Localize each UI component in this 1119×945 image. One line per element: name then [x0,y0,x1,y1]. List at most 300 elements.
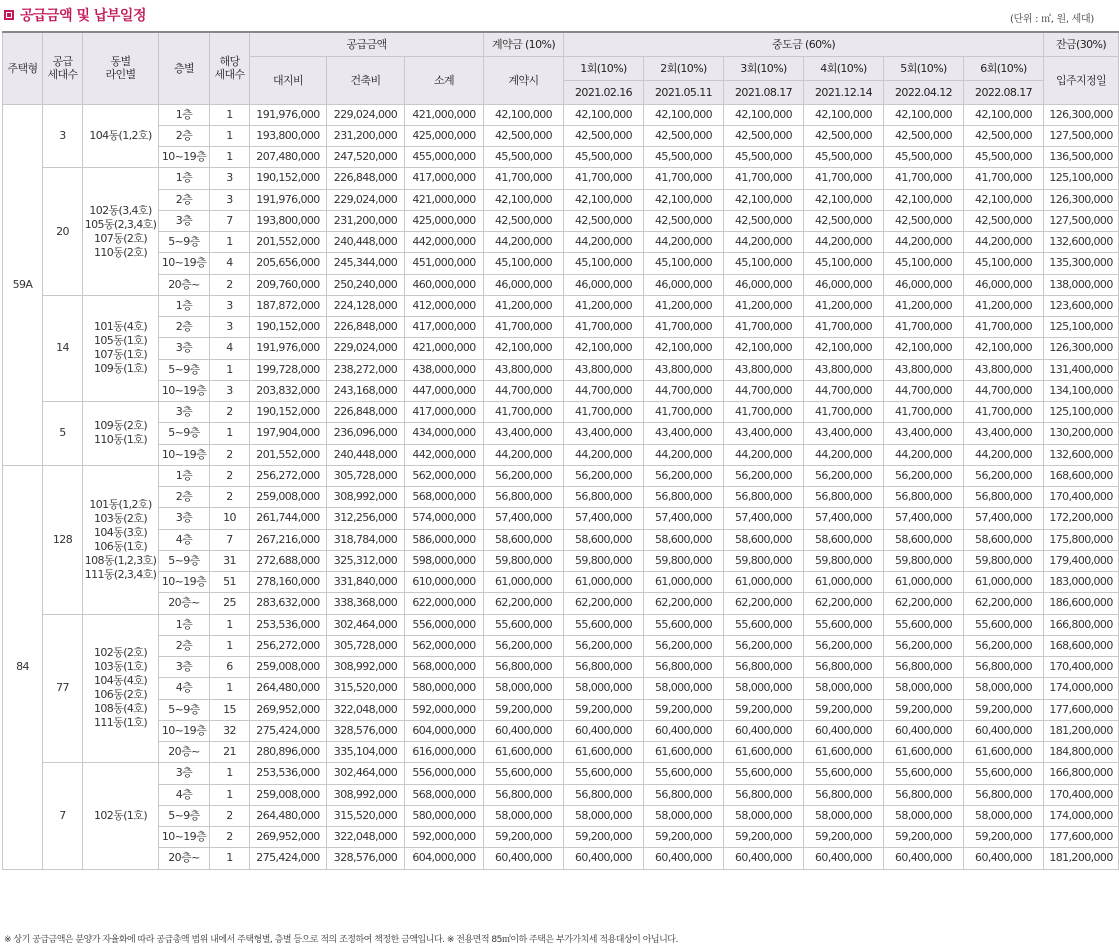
installment-5-cell: 61,000,000 [884,572,964,593]
installment-1-cell: 42,100,000 [564,338,644,359]
floor-cell: 2층 [159,125,210,146]
installment-4-cell: 61,000,000 [804,572,884,593]
installment-1-cell: 41,700,000 [564,168,644,189]
balance-cell: 166,800,000 [1044,763,1119,784]
installment-5-cell: 56,800,000 [884,487,964,508]
type-cell: 59A [3,104,43,465]
installment-3-cell: 55,600,000 [724,614,804,635]
installment-2-cell: 42,500,000 [644,210,724,231]
installment-2-cell: 42,100,000 [644,189,724,210]
installment-2-cell: 55,600,000 [644,763,724,784]
installment-2-cell: 56,800,000 [644,657,724,678]
installment-3-cell: 43,800,000 [724,359,804,380]
installment-2-cell: 57,400,000 [644,508,724,529]
table-row [3,338,1119,359]
subtotal-cell: 568,000,000 [405,487,484,508]
supply-units-cell: 77 [43,614,83,763]
col-installment-4-date: 2021.12.14 [804,80,884,104]
installment-1-cell: 57,400,000 [564,508,644,529]
balance-cell: 181,200,000 [1044,848,1119,869]
installment-4-cell: 42,100,000 [804,338,884,359]
installment-2-cell: 44,200,000 [644,444,724,465]
land-cost-cell: 259,008,000 [250,657,327,678]
subtotal-cell: 451,000,000 [405,253,484,274]
contract-cell: 42,500,000 [484,210,564,231]
contract-cell: 56,800,000 [484,784,564,805]
land-cost-cell: 269,952,000 [250,699,327,720]
installment-3-cell: 57,400,000 [724,508,804,529]
contract-cell: 42,500,000 [484,125,564,146]
installment-5-cell: 56,200,000 [884,465,964,486]
installment-3-cell: 43,400,000 [724,423,804,444]
balance-cell: 127,500,000 [1044,125,1119,146]
installment-3-cell: 42,500,000 [724,210,804,231]
section-title [4,4,146,26]
balance-cell: 135,300,000 [1044,253,1119,274]
installment-1-cell: 60,400,000 [564,848,644,869]
supply-units-cell: 20 [43,168,83,296]
floor-cell: 1층 [159,295,210,316]
installment-4-cell: 41,700,000 [804,402,884,423]
units-cell: 3 [210,317,250,338]
installment-4-cell: 55,600,000 [804,763,884,784]
table-row [3,635,1119,656]
table-row [3,147,1119,168]
floor-cell: 1층 [159,168,210,189]
installment-6-cell: 43,400,000 [964,423,1044,444]
floor-cell: 20층~ [159,848,210,869]
floor-cell: 1층 [159,614,210,635]
units-cell: 21 [210,742,250,763]
building-line-cell: 102동(1호) [83,763,159,869]
installment-5-cell: 59,200,000 [884,699,964,720]
floor-cell: 10~19층 [159,253,210,274]
land-cost-cell: 253,536,000 [250,763,327,784]
installment-2-cell: 56,800,000 [644,784,724,805]
installment-5-cell: 60,400,000 [884,720,964,741]
installment-3-cell: 56,800,000 [724,657,804,678]
installment-1-cell: 59,200,000 [564,827,644,848]
floor-cell: 4층 [159,529,210,550]
land-cost-cell: 259,008,000 [250,784,327,805]
table-row [3,380,1119,401]
table-row [3,784,1119,805]
subtotal-cell: 417,000,000 [405,168,484,189]
balance-cell: 181,200,000 [1044,720,1119,741]
subtotal-cell: 556,000,000 [405,614,484,635]
balance-cell: 125,100,000 [1044,402,1119,423]
building-cost-cell: 315,520,000 [327,678,405,699]
col-move-in: 입주지정일 [1044,56,1119,104]
installment-6-cell: 59,800,000 [964,550,1044,571]
building-cost-cell: 312,256,000 [327,508,405,529]
subtotal-cell: 442,000,000 [405,444,484,465]
balance-cell: 170,400,000 [1044,487,1119,508]
balance-cell: 138,000,000 [1044,274,1119,295]
installment-5-cell: 61,600,000 [884,742,964,763]
installment-6-cell: 59,200,000 [964,827,1044,848]
subtotal-cell: 442,000,000 [405,232,484,253]
land-cost-cell: 264,480,000 [250,805,327,826]
installment-3-cell: 42,100,000 [724,104,804,125]
installment-5-cell: 46,000,000 [884,274,964,295]
installment-1-cell: 56,200,000 [564,465,644,486]
installment-5-cell: 59,200,000 [884,827,964,848]
units-cell: 15 [210,699,250,720]
floor-cell: 4층 [159,784,210,805]
col-installment-1-date: 2021.02.16 [564,80,644,104]
installment-4-cell: 56,200,000 [804,465,884,486]
subtotal-cell: 425,000,000 [405,125,484,146]
table-row [3,572,1119,593]
installment-5-cell: 43,400,000 [884,423,964,444]
building-line-cell: 101동(1,2호) 103동(2호) 104동(3호) 106동(1호) 108동(1,2,3호) 111동(2,3,4호) [83,465,159,614]
subtotal-cell: 425,000,000 [405,210,484,231]
col-middle-payment: 중도금 (60%) [564,32,1044,56]
subtotal-cell: 421,000,000 [405,338,484,359]
balance-cell: 177,600,000 [1044,699,1119,720]
col-installment-6-date: 2022.08.17 [964,80,1044,104]
installment-3-cell: 45,500,000 [724,147,804,168]
installment-5-cell: 42,500,000 [884,210,964,231]
floor-cell: 10~19층 [159,572,210,593]
installment-1-cell: 55,600,000 [564,763,644,784]
installment-5-cell: 57,400,000 [884,508,964,529]
units-cell: 51 [210,572,250,593]
installment-6-cell: 43,800,000 [964,359,1044,380]
installment-1-cell: 45,500,000 [564,147,644,168]
installment-3-cell: 58,600,000 [724,529,804,550]
contract-cell: 59,800,000 [484,550,564,571]
units-cell: 1 [210,784,250,805]
building-line-cell: 109동(2호) 110동(1호) [83,402,159,466]
floor-cell: 10~19층 [159,380,210,401]
installment-6-cell: 60,400,000 [964,720,1044,741]
subtotal-cell: 421,000,000 [405,104,484,125]
installment-1-cell: 42,500,000 [564,125,644,146]
building-cost-cell: 318,784,000 [327,529,405,550]
installment-2-cell: 46,000,000 [644,274,724,295]
col-type: 주택형 [3,32,43,104]
contract-cell: 41,200,000 [484,295,564,316]
installment-3-cell: 60,400,000 [724,848,804,869]
land-cost-cell: 267,216,000 [250,529,327,550]
installment-5-cell: 55,600,000 [884,614,964,635]
col-installment-3: 3회(10%) [724,56,804,80]
installment-6-cell: 56,800,000 [964,657,1044,678]
table-row [3,720,1119,741]
installment-4-cell: 41,200,000 [804,295,884,316]
installment-3-cell: 44,200,000 [724,444,804,465]
installment-3-cell: 60,400,000 [724,720,804,741]
floor-cell: 10~19층 [159,147,210,168]
installment-6-cell: 56,200,000 [964,465,1044,486]
building-cost-cell: 243,168,000 [327,380,405,401]
installment-5-cell: 56,200,000 [884,635,964,656]
installment-4-cell: 57,400,000 [804,508,884,529]
units-cell: 7 [210,210,250,231]
table-body [3,104,1119,869]
supply-units-cell: 14 [43,295,83,401]
installment-2-cell: 58,600,000 [644,529,724,550]
balance-cell: 170,400,000 [1044,657,1119,678]
balance-cell: 175,800,000 [1044,529,1119,550]
installment-2-cell: 61,000,000 [644,572,724,593]
units-cell: 1 [210,423,250,444]
subtotal-cell: 421,000,000 [405,189,484,210]
installment-5-cell: 45,500,000 [884,147,964,168]
col-installment-2-date: 2021.05.11 [644,80,724,104]
subtotal-cell: 438,000,000 [405,359,484,380]
contract-cell: 43,400,000 [484,423,564,444]
installment-6-cell: 61,600,000 [964,742,1044,763]
contract-cell: 46,000,000 [484,274,564,295]
installment-6-cell: 45,500,000 [964,147,1044,168]
contract-cell: 55,600,000 [484,614,564,635]
supply-units-cell: 128 [43,465,83,614]
subtotal-cell: 610,000,000 [405,572,484,593]
building-cost-cell: 231,200,000 [327,125,405,146]
land-cost-cell: 203,832,000 [250,380,327,401]
floor-cell: 2층 [159,635,210,656]
balance-cell: 126,300,000 [1044,189,1119,210]
balance-cell: 183,000,000 [1044,572,1119,593]
units-cell: 1 [210,359,250,380]
building-cost-cell: 250,240,000 [327,274,405,295]
col-supply-units: 공급 세대수 [43,32,83,104]
contract-cell: 57,400,000 [484,508,564,529]
installment-2-cell: 45,100,000 [644,253,724,274]
building-cost-cell: 338,368,000 [327,593,405,614]
installment-1-cell: 41,700,000 [564,402,644,423]
installment-5-cell: 44,200,000 [884,232,964,253]
contract-cell: 60,400,000 [484,720,564,741]
floor-cell: 5~9층 [159,359,210,380]
land-cost-cell: 190,152,000 [250,168,327,189]
square-bullet-icon [4,10,14,20]
installment-5-cell: 41,700,000 [884,402,964,423]
installment-5-cell: 58,000,000 [884,678,964,699]
installment-1-cell: 46,000,000 [564,274,644,295]
installment-4-cell: 45,500,000 [804,147,884,168]
contract-cell: 58,000,000 [484,678,564,699]
installment-3-cell: 62,200,000 [724,593,804,614]
installment-5-cell: 41,700,000 [884,317,964,338]
table-row [3,189,1119,210]
units-cell: 2 [210,487,250,508]
type-cell: 84 [3,465,43,869]
installment-1-cell: 45,100,000 [564,253,644,274]
installment-6-cell: 55,600,000 [964,614,1044,635]
installment-5-cell: 42,500,000 [884,125,964,146]
building-cost-cell: 226,848,000 [327,317,405,338]
installment-4-cell: 56,800,000 [804,657,884,678]
installment-4-cell: 44,700,000 [804,380,884,401]
installment-2-cell: 42,100,000 [644,338,724,359]
installment-1-cell: 61,600,000 [564,742,644,763]
col-contract-time: 계약시 [484,56,564,104]
installment-4-cell: 61,600,000 [804,742,884,763]
table-row [3,274,1119,295]
installment-3-cell: 59,800,000 [724,550,804,571]
subtotal-cell: 598,000,000 [405,550,484,571]
land-cost-cell: 201,552,000 [250,444,327,465]
contract-cell: 41,700,000 [484,317,564,338]
land-cost-cell: 280,896,000 [250,742,327,763]
building-cost-cell: 328,576,000 [327,848,405,869]
installment-3-cell: 41,700,000 [724,317,804,338]
floor-cell: 2층 [159,317,210,338]
installment-6-cell: 41,700,000 [964,168,1044,189]
units-cell: 7 [210,529,250,550]
installment-2-cell: 41,700,000 [644,317,724,338]
installment-2-cell: 55,600,000 [644,614,724,635]
installment-1-cell: 56,800,000 [564,784,644,805]
installment-6-cell: 41,200,000 [964,295,1044,316]
land-cost-cell: 256,272,000 [250,465,327,486]
balance-cell: 130,200,000 [1044,423,1119,444]
contract-cell: 60,400,000 [484,848,564,869]
units-cell: 2 [210,274,250,295]
contract-cell: 56,200,000 [484,635,564,656]
installment-1-cell: 44,200,000 [564,444,644,465]
installment-6-cell: 55,600,000 [964,763,1044,784]
land-cost-cell: 201,552,000 [250,232,327,253]
land-cost-cell: 193,800,000 [250,125,327,146]
installment-2-cell: 43,400,000 [644,423,724,444]
subtotal-cell: 434,000,000 [405,423,484,444]
balance-cell: 131,400,000 [1044,359,1119,380]
installment-6-cell: 60,400,000 [964,848,1044,869]
building-cost-cell: 229,024,000 [327,189,405,210]
units-cell: 1 [210,232,250,253]
units-cell: 2 [210,444,250,465]
land-cost-cell: 191,976,000 [250,104,327,125]
supply-units-cell: 3 [43,104,83,168]
land-cost-cell: 207,480,000 [250,147,327,168]
units-cell: 31 [210,550,250,571]
subtotal-cell: 574,000,000 [405,508,484,529]
contract-cell: 44,200,000 [484,444,564,465]
contract-cell: 61,600,000 [484,742,564,763]
balance-cell: 186,600,000 [1044,593,1119,614]
units-cell: 1 [210,104,250,125]
installment-3-cell: 56,800,000 [724,784,804,805]
installment-6-cell: 57,400,000 [964,508,1044,529]
installment-1-cell: 56,800,000 [564,487,644,508]
contract-cell: 59,200,000 [484,699,564,720]
floor-cell: 3층 [159,763,210,784]
col-subtotal: 소계 [405,56,484,104]
installment-1-cell: 42,500,000 [564,210,644,231]
floor-cell: 3층 [159,338,210,359]
installment-3-cell: 58,000,000 [724,678,804,699]
installment-5-cell: 44,200,000 [884,444,964,465]
installment-4-cell: 55,600,000 [804,614,884,635]
units-cell: 32 [210,720,250,741]
floor-cell: 5~9층 [159,232,210,253]
building-cost-cell: 331,840,000 [327,572,405,593]
installment-4-cell: 43,400,000 [804,423,884,444]
contract-cell: 58,000,000 [484,805,564,826]
table-row [3,487,1119,508]
installment-6-cell: 56,200,000 [964,635,1044,656]
installment-1-cell: 43,400,000 [564,423,644,444]
floor-cell: 3층 [159,508,210,529]
units-cell: 1 [210,678,250,699]
table-row [3,827,1119,848]
floor-cell: 4층 [159,678,210,699]
land-cost-cell: 275,424,000 [250,848,327,869]
installment-1-cell: 41,200,000 [564,295,644,316]
building-cost-cell: 224,128,000 [327,295,405,316]
col-building-cost: 건축비 [327,56,405,104]
units-cell: 3 [210,168,250,189]
building-cost-cell: 325,312,000 [327,550,405,571]
contract-cell: 59,200,000 [484,827,564,848]
installment-3-cell: 42,100,000 [724,338,804,359]
installment-6-cell: 56,800,000 [964,487,1044,508]
installment-5-cell: 58,600,000 [884,529,964,550]
installment-3-cell: 42,500,000 [724,125,804,146]
floor-cell: 2층 [159,189,210,210]
table-row [3,317,1119,338]
contract-cell: 42,100,000 [484,104,564,125]
installment-2-cell: 43,800,000 [644,359,724,380]
building-cost-cell: 302,464,000 [327,763,405,784]
installment-5-cell: 56,800,000 [884,657,964,678]
table-row [3,614,1119,635]
subtotal-cell: 616,000,000 [405,742,484,763]
building-cost-cell: 229,024,000 [327,104,405,125]
land-cost-cell: 191,976,000 [250,338,327,359]
installment-3-cell: 56,200,000 [724,465,804,486]
col-installment-6: 6회(10%) [964,56,1044,80]
units-cell: 10 [210,508,250,529]
installment-2-cell: 56,200,000 [644,465,724,486]
balance-cell: 125,100,000 [1044,317,1119,338]
units-cell: 1 [210,147,250,168]
installment-2-cell: 41,700,000 [644,402,724,423]
installment-3-cell: 55,600,000 [724,763,804,784]
col-installment-4: 4회(10%) [804,56,884,80]
installment-4-cell: 58,000,000 [804,805,884,826]
col-balance: 잔금(30%) [1044,32,1119,56]
subtotal-cell: 417,000,000 [405,317,484,338]
balance-cell: 172,200,000 [1044,508,1119,529]
units-cell: 25 [210,593,250,614]
installment-2-cell: 42,100,000 [644,104,724,125]
col-installment-5-date: 2022.04.12 [884,80,964,104]
installment-3-cell: 56,200,000 [724,635,804,656]
floor-cell: 5~9층 [159,550,210,571]
installment-4-cell: 58,000,000 [804,678,884,699]
contract-cell: 56,800,000 [484,487,564,508]
col-contract: 계약금 (10%) [484,32,564,56]
table-row [3,423,1119,444]
installment-2-cell: 44,700,000 [644,380,724,401]
installment-2-cell: 44,200,000 [644,232,724,253]
installment-2-cell: 56,200,000 [644,635,724,656]
land-cost-cell: 199,728,000 [250,359,327,380]
installment-4-cell: 59,200,000 [804,827,884,848]
subtotal-cell: 460,000,000 [405,274,484,295]
table-row [3,168,1119,189]
installment-2-cell: 62,200,000 [644,593,724,614]
balance-cell: 168,600,000 [1044,635,1119,656]
subtotal-cell: 562,000,000 [405,465,484,486]
land-cost-cell: 259,008,000 [250,487,327,508]
